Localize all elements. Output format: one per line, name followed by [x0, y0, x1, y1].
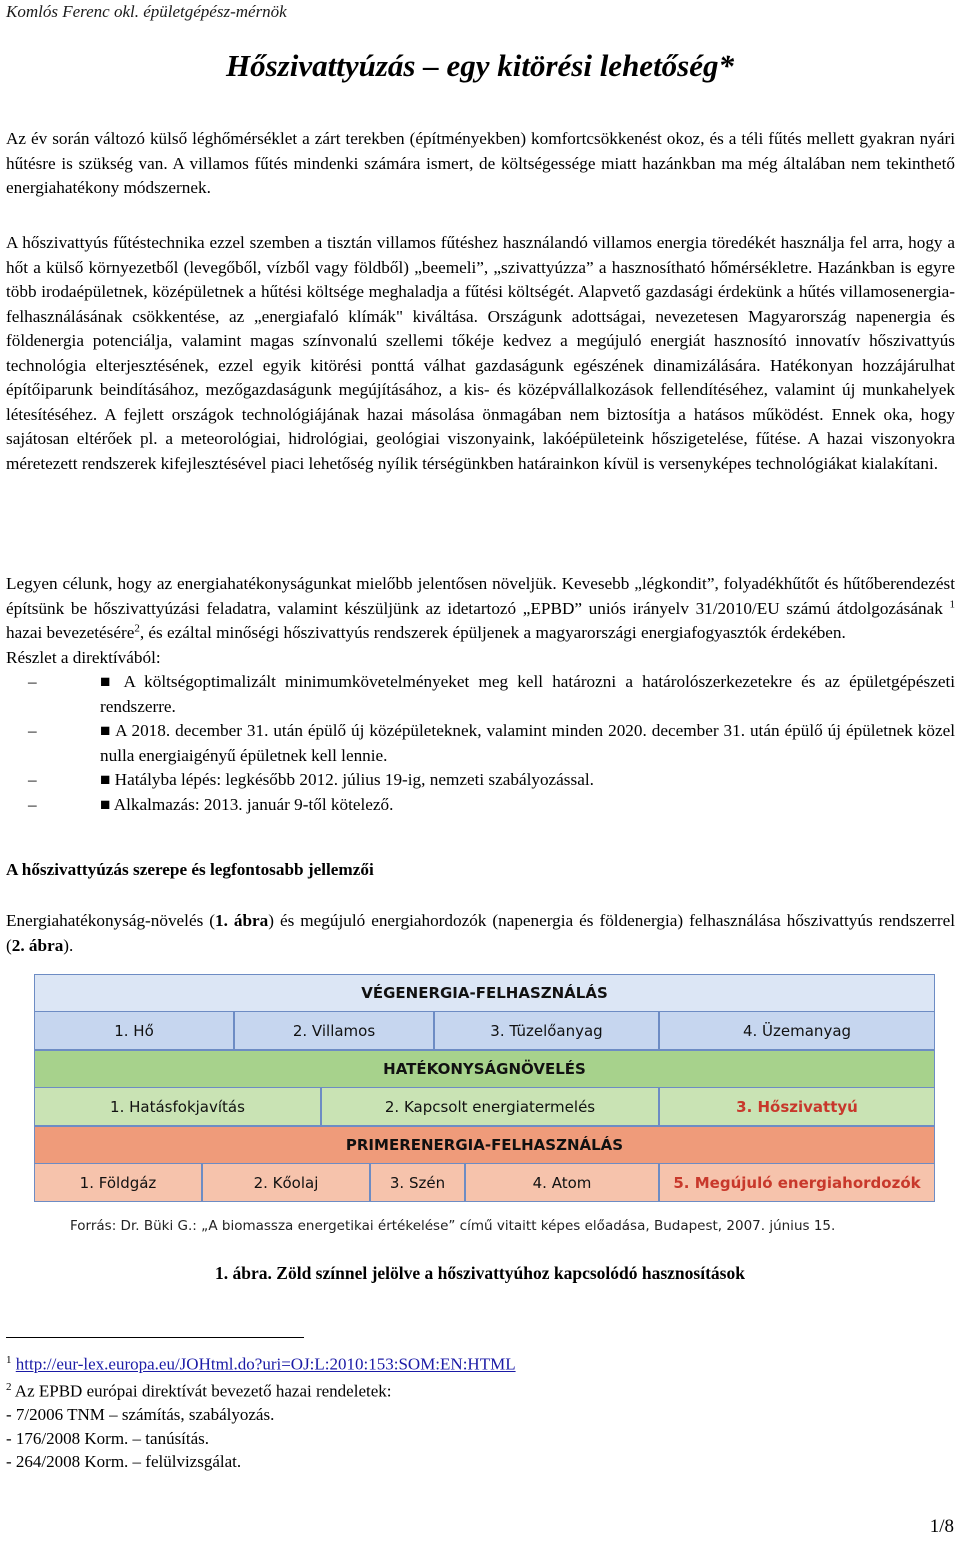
list-item-text: ■ A 2018. december 31. után épülő új középületeknek, valamint minden 2020. december 31. után épülő új épületnek közel nulla energiaigényű épületnek kell lennie.	[100, 721, 955, 765]
paragraph-3-part2: hazai bevezetésére	[6, 623, 135, 642]
section-intro	[6, 909, 955, 958]
body-paragraph-3	[6, 572, 955, 817]
footnotes	[6, 1349, 946, 1474]
paragraph-2-text: A hőszivattyús fűtéstechnika ezzel szemben a tisztán villamos fűtéshez használandó villamos energia töredékét használja fel arra, hogy a hőt a külső környezetből (levegőből, vízből vagy földből) „beemeli”, „szivattyúzza” a hasznosítható hőmérsékletre. Hazánkban is egyre több irodaépületnek, középületnek a hűtési költsége meghaladja a fűtési költségét. Alapvető gazdasági érdekünk a hűtés villamosenergia-felhasználásának csökkentése, az „energiafaló klímák" kiváltása. Országunk adottságai, nevezetesen Magyarország napenergia és földenergia potenciálja, valamint magas színvonalú szellemi tőkéje kedvez a megújuló energiát hasznosító innovatív hőszivattyús technológia elterjesztésének, ezzel egyik kitörési ponttá válhat gazdaságunk egészének dinamizálására. Hatékonyan hozzájárulhat építőiparunk beindításához, mezőgazdaságunk megújításához, a kis- és középvállalkozások fellendítéséhez, valamint új munkahelyek létesítéséhez. A fejlett országok technológiájának hazai másolása önmagában nem biztosítja a hatásos működést. Ennek oka, hogy sajátosan eltérőek pl. a meteorológiai, hidrológiai, geológiai viszonyaink, lakóépületeink hőszigetelése, fűtése. A hazai viszonyokra méretezett rendszerek kifejlesztésével piaci lehetőség nyílik térségünkben határainkon kívül is versenyképes technológiákat kialakítani.	[6, 233, 955, 473]
list-item	[6, 670, 955, 719]
header-author: Komlós Ferenc okl. épületgépész-mérnök	[6, 2, 287, 21]
footnote-divider	[6, 1337, 304, 1338]
cell-cogeneration: 2. Kapcsolt energiatermelés	[321, 1088, 659, 1126]
footnote-1	[6, 1349, 946, 1376]
band-final-energy: VÉGENERGIA-FELHASZNÁLÁS	[34, 974, 935, 1012]
cell-coal: 3. Szén	[370, 1164, 465, 1202]
section-heading: A hőszivattyúzás szerepe és legfontosabb jellemzői	[6, 860, 374, 879]
page-title: Hőszivattyúzás – egy kitörési lehetőség*	[225, 48, 735, 83]
page-number: 1/8	[929, 1516, 954, 1537]
cell-renewables: 5. Megújuló energiahordozók	[659, 1164, 935, 1202]
footnote-2	[6, 1376, 946, 1403]
cell-nuclear: 4. Atom	[465, 1164, 659, 1202]
row-primary-energy	[34, 1164, 935, 1202]
footnote-line: - 176/2008 Korm. – tanúsítás.	[6, 1428, 210, 1448]
figure-source: Forrás: Dr. Büki G.: „A biomassza energetikai értékelése” című vitaitt képes előadása, Budapest, 2007. június 15.	[70, 1218, 836, 1234]
row-efficiency	[34, 1088, 935, 1126]
dash-bullet: –	[28, 672, 37, 691]
list-item	[6, 719, 955, 768]
dash-bullet: –	[28, 721, 37, 740]
list-item-text: ■ Alkalmazás: 2013. január 9-től kötelező.	[100, 794, 394, 814]
footnote-ref-2[interactable]: 2	[134, 622, 140, 635]
intro-paragraph	[6, 127, 955, 201]
figure-ref-1: 1. ábra	[215, 911, 269, 930]
band-efficiency: HATÉKONYSÁGNÖVELÉS	[34, 1050, 935, 1088]
list-item	[6, 793, 955, 818]
figure-ref-2: 2. ábra	[11, 935, 64, 955]
cell-heat-pump: 3. Hőszivattyú	[659, 1088, 935, 1126]
list-item-text: ■ Hatályba lépés: legkésőbb 2012. július 19-ig, nemzeti szabályozással.	[100, 770, 594, 789]
body-paragraph-2	[6, 231, 955, 476]
footnote-ref-1[interactable]: 1	[949, 597, 955, 610]
footnote-2-number: 2	[6, 1381, 12, 1394]
intro-text: Az év során változó külső léghőmérséklet a zárt terekben (építményekben) komfortcsökkenést okoz, és a téli fűtés mellett gyakran nyári hűtésre is szükség van. A villamos fűtés mindenki számára ismert, de költségessége miatt hazánkban ma még általában nem tekinthető energiahatékony módszernek.	[6, 129, 955, 197]
footnote-1-link[interactable]: http://eur-lex.europa.eu/JOHtml.do?uri=OJ:L:2010:153:SOM:EN:HTML	[15, 1354, 516, 1374]
section-intro-part2: ) és megújuló energiahordozók (napenergia és földenergia) felhasználása hőszivattyús rendszerrel (	[6, 911, 956, 955]
band-primary-energy: PRIMERENERGIA-FELHASZNÁLÁS	[34, 1126, 935, 1164]
energy-figure	[34, 974, 935, 1246]
row-final-energy	[34, 1012, 935, 1050]
section-intro-part1: Energiahatékonyság-növelés (	[6, 911, 215, 930]
dash-bullet: –	[28, 794, 37, 814]
paragraph-3-part1: Legyen célunk, hogy az energiahatékonyságunkat mielőbb jelentősen növeljük. Kevesebb „légkondit”, folyadékhűtőt és hűtőberendezést építsünk be hőszivattyúzási feladatra, valamint készüljünk az idetartozó „EPBD” uniós irányelv 31/2010/EU számú átdolgozásának	[6, 574, 955, 618]
list-item	[6, 768, 955, 793]
cell-motor-fuel: 4. Üzemanyag	[659, 1012, 935, 1050]
paragraph-3-part3: , és ezáltal minőségi hőszivattyús rendszerek épüljenek a magyarországi energiafogyasztók érdekében.	[139, 623, 846, 642]
directive-heading: Részlet a direktívából:	[6, 647, 161, 667]
directive-list	[6, 670, 955, 817]
footnote-line: - 7/2006 TNM – számítás, szabályozás.	[6, 1405, 275, 1425]
footnote-1-number: 1	[6, 1354, 12, 1366]
section-intro-part3: ).	[63, 935, 74, 955]
cell-efficiency-improvement: 1. Hatásfokjavítás	[34, 1088, 321, 1126]
dash-bullet: –	[28, 770, 37, 789]
energy-diagram-table	[34, 974, 935, 1202]
list-item-text: ■ A költségoptimalizált minimumkövetelményeket meg kell határozni a határolószerkezetekre és az épületgépészeti rendszerre.	[100, 672, 955, 716]
section-intro-text	[6, 909, 955, 958]
cell-heat: 1. Hő	[34, 1012, 234, 1050]
paragraph-3-text	[6, 572, 955, 646]
cell-fuel: 3. Tüzelőanyag	[434, 1012, 659, 1050]
cell-oil: 2. Kőolaj	[202, 1164, 370, 1202]
cell-natural-gas: 1. Földgáz	[34, 1164, 202, 1202]
cell-electric: 2. Villamos	[234, 1012, 434, 1050]
footnote-line: - 264/2008 Korm. – felülvizsgálat.	[6, 1452, 242, 1472]
figure-caption: 1. ábra. Zöld színnel jelölve a hőszivattyúhoz kapcsolódó hasznosítások	[215, 1263, 745, 1283]
footnote-2-text: Az EPBD európai direktívát bevezető hazai rendeletek:	[11, 1381, 392, 1401]
